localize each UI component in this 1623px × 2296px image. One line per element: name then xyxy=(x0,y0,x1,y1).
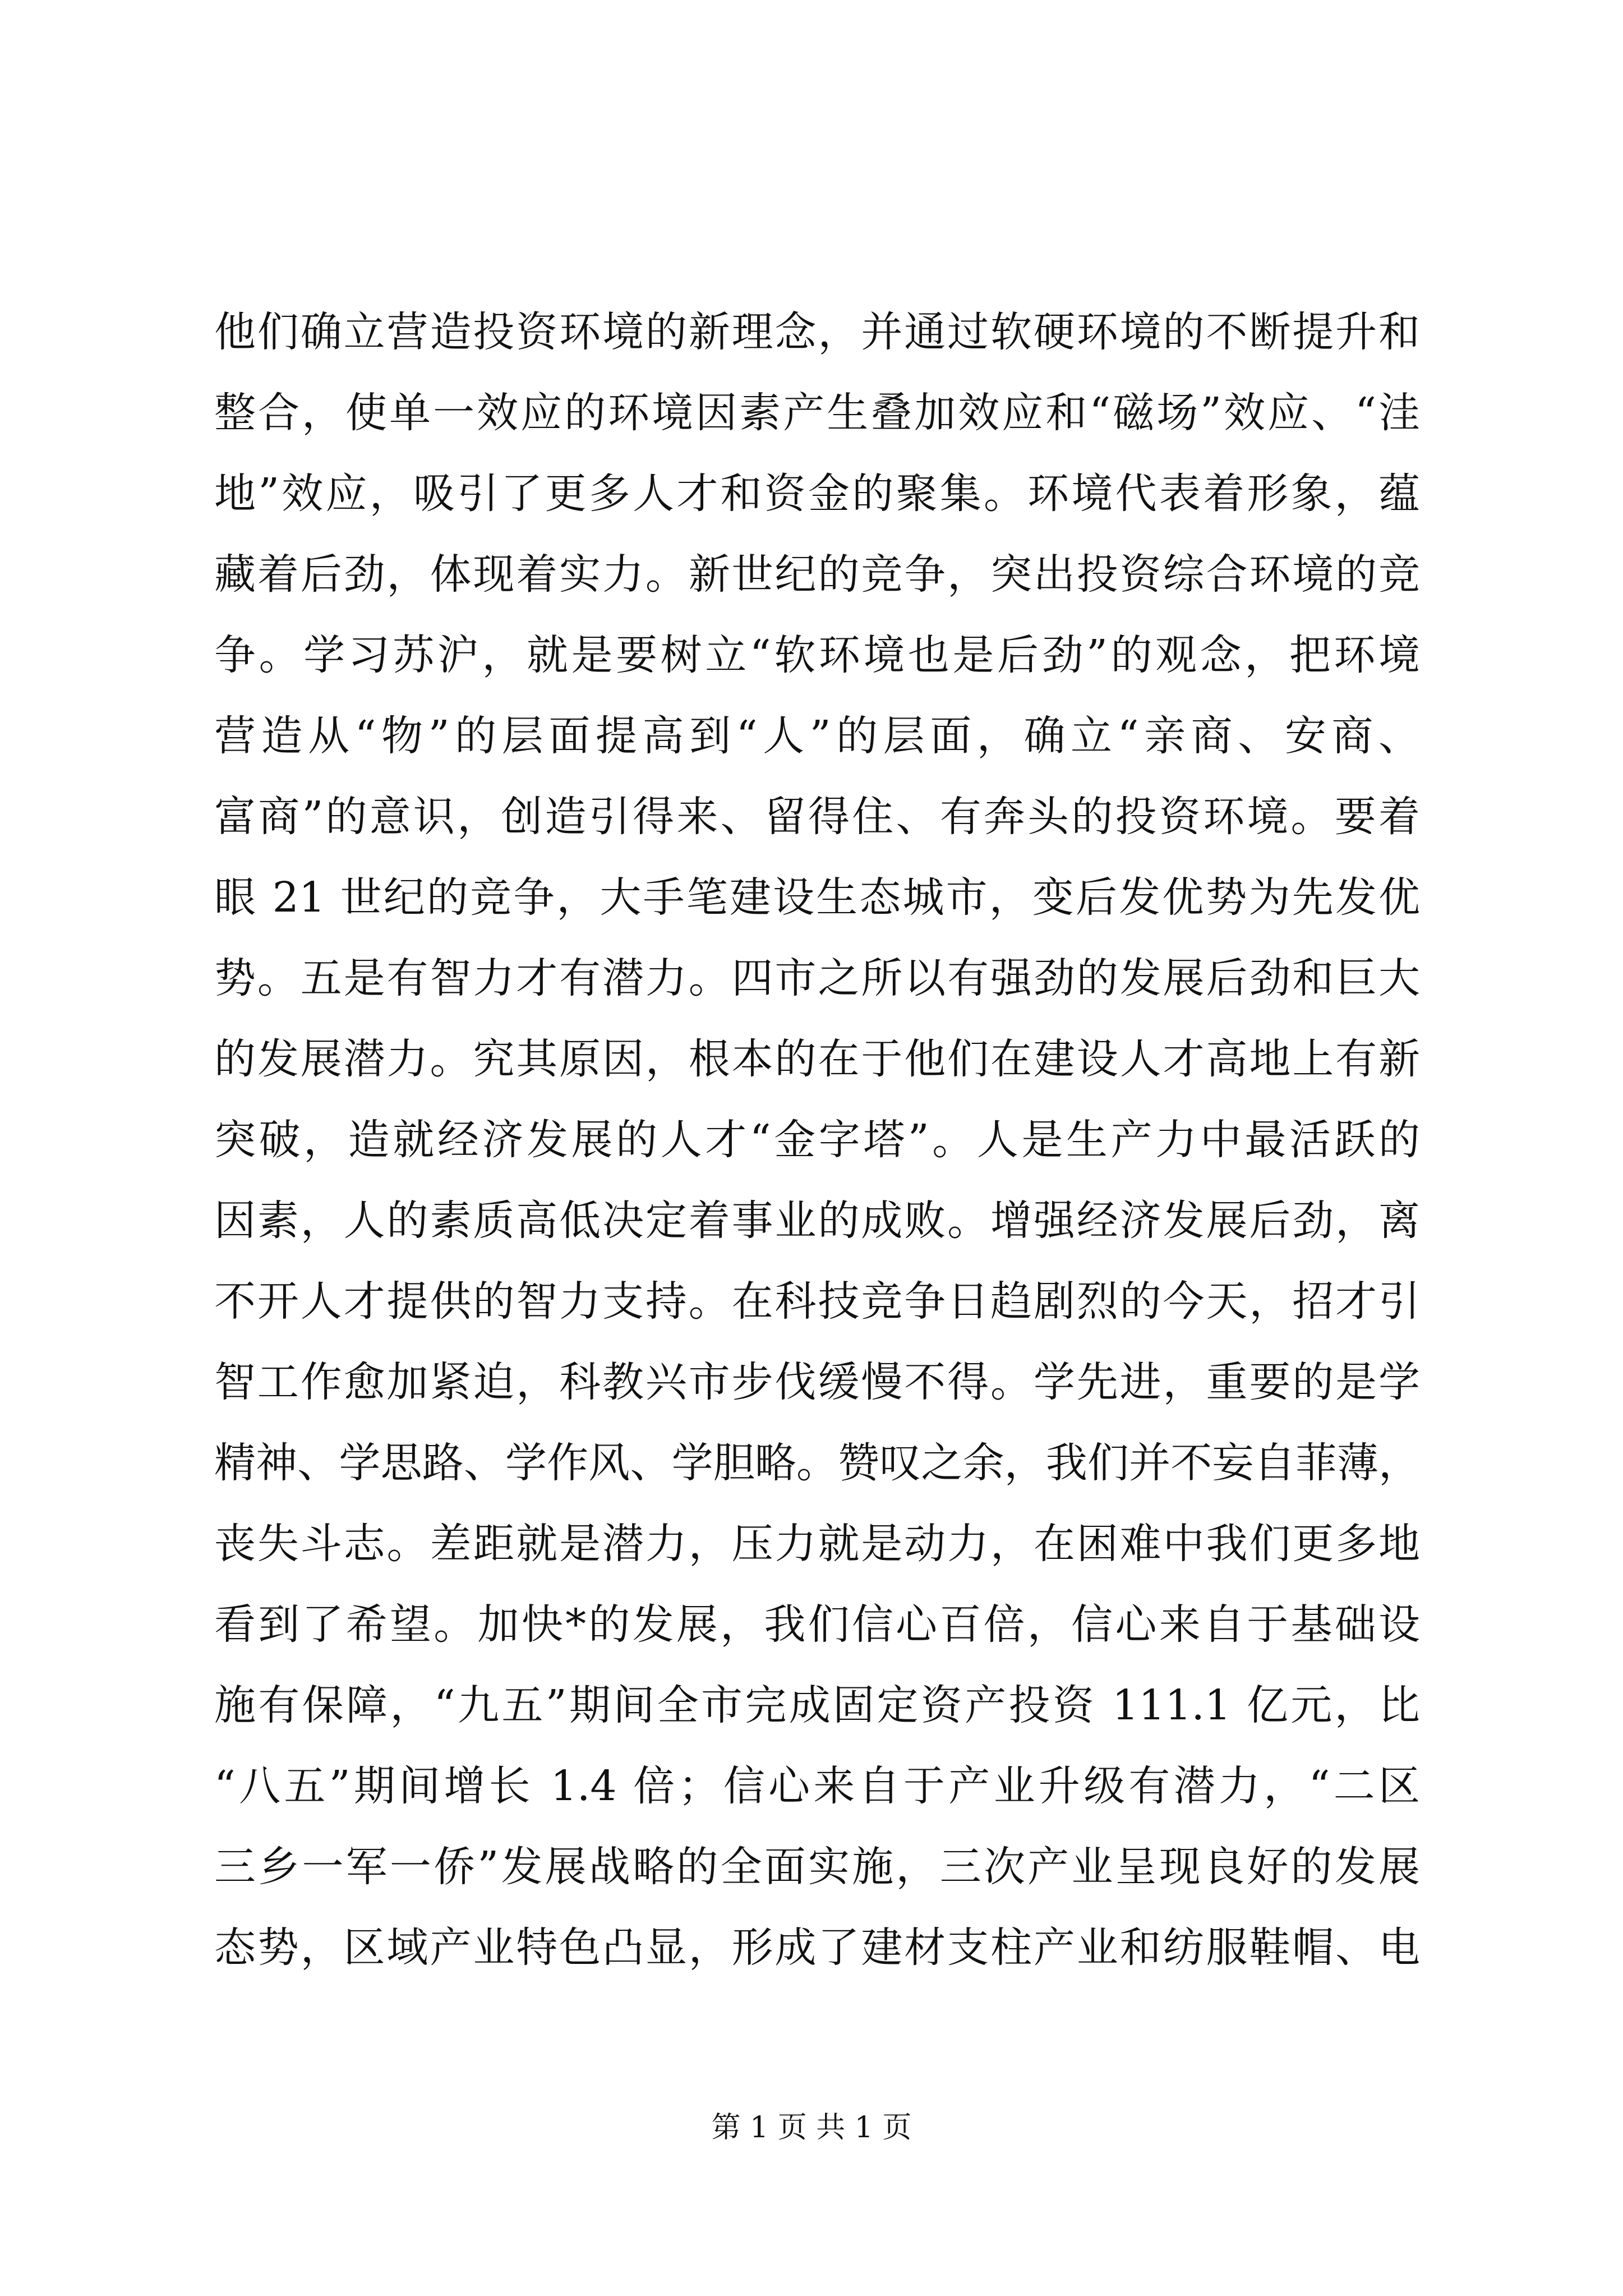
text-line: 三乡一军一侨”发展战略的全面实施，三次产业呈现良好的发展 xyxy=(214,1843,1420,1891)
text-line: 地”效应，吸引了更多人才和资金的聚集。环境代表着形象，蕴 xyxy=(214,470,1420,518)
text-line: 富商”的意识，创造引得来、留得住、有奔头的投资环境。要着 xyxy=(214,793,1420,841)
text-line: 整合，使单一效应的环境因素产生叠加效应和“磁场”效应、“洼 xyxy=(214,389,1420,437)
text-line: 精神、学思路、学作风、学胆略。赞叹之余，我们并不妄自菲薄， xyxy=(214,1439,1420,1487)
text-line: 因素，人的素质高低决定着事业的成败。增强经济发展后劲，离 xyxy=(214,1197,1420,1245)
body-text xyxy=(214,292,1420,1988)
text-line: 看到了希望。加快*的发展，我们信心百倍，信心来自于基础设 xyxy=(214,1600,1420,1649)
text-line: “八五”期间增长 1.4 倍；信心来自于产业升级有潜力，“二区 xyxy=(214,1762,1420,1810)
text-line: 的发展潜力。究其原因，根本的在于他们在建设人才高地上有新 xyxy=(214,1035,1420,1083)
text-line: 施有保障，“九五”期间全市完成固定资产投资 111.1 亿元，比 xyxy=(214,1681,1420,1729)
text-line: 不开人才提供的智力支持。在科技竞争日趋剧烈的今天，招才引 xyxy=(214,1277,1420,1326)
text-line: 藏着后劲，体现着实力。新世纪的竞争，突出投资综合环境的竞 xyxy=(214,550,1420,599)
text-line: 眼 21 世纪的竞争，大手笔建设生态城市，变后发优势为先发优 xyxy=(214,873,1420,922)
page-number-label: 第 1 页 共 1 页 xyxy=(711,2111,912,2145)
page-footer xyxy=(0,2108,1623,2147)
text-line: 态势，区域产业特色凸显，形成了建材支柱产业和纺服鞋帽、电 xyxy=(214,1924,1420,1972)
text-line: 突破，造就经济发展的人才“金字塔”。人是生产力中最活跃的 xyxy=(214,1116,1420,1164)
text-line: 争。学习苏沪，就是要树立“软环境也是后劲”的观念，把环境 xyxy=(214,631,1420,679)
text-line: 营造从“物”的层面提高到“人”的层面，确立“亲商、安商、 xyxy=(214,712,1420,760)
text-line: 智工作愈加紧迫，科教兴市步伐缓慢不得。学先进，重要的是学 xyxy=(214,1358,1420,1406)
text-line: 他们确立营造投资环境的新理念，并通过软硬环境的不断提升和 xyxy=(214,308,1420,356)
text-line: 势。五是有智力才有潜力。四市之所以有强劲的发展后劲和巨大 xyxy=(214,954,1420,1002)
text-line: 丧失斗志。差距就是潜力，压力就是动力，在困难中我们更多地 xyxy=(214,1520,1420,1568)
